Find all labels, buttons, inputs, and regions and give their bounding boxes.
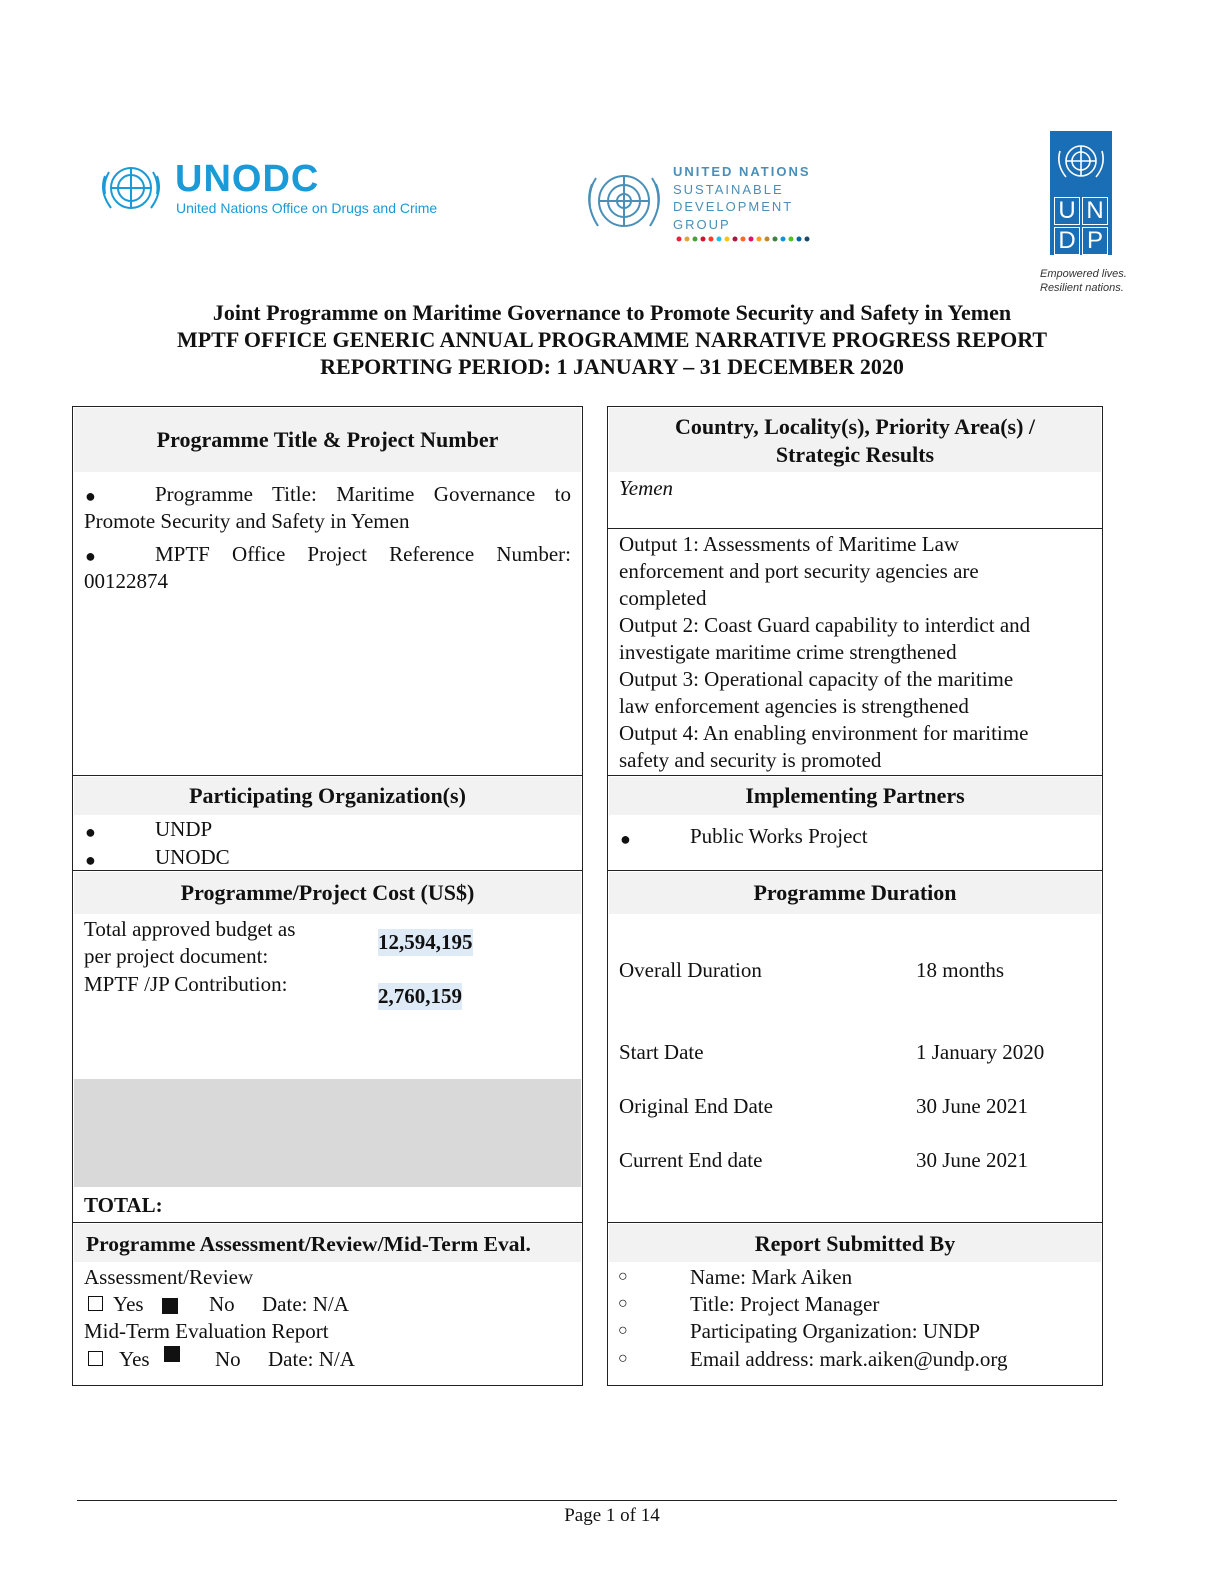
total-label: TOTAL: xyxy=(84,1193,163,1217)
output-line: Output 1: Assessments of Maritime Law xyxy=(619,532,960,556)
country-value: Yemen xyxy=(619,476,674,500)
output-line: law enforcement agencies is strengthened xyxy=(619,694,969,718)
undp-letter: U xyxy=(1054,197,1080,225)
report-title-line-3: REPORTING PERIOD: 1 JANUARY – 31 DECEMBER 2020 xyxy=(320,354,904,379)
country-header-line: Strategic Results xyxy=(775,442,935,467)
start-date-label: Start Date xyxy=(619,1040,704,1064)
assessment-header: Programme Assessment/Review/Mid-Term Eval. xyxy=(74,1224,581,1262)
project-reference-number: 00122874 xyxy=(84,569,168,593)
midterm-date: Date: N/A xyxy=(268,1347,355,1371)
midterm-label: Mid-Term Evaluation Report xyxy=(84,1319,329,1343)
shaded-area xyxy=(74,1079,581,1187)
bullet: ● xyxy=(85,546,96,566)
unsdg-logo-text xyxy=(673,163,811,233)
contribution-value: 2,760,159 xyxy=(378,984,462,1008)
bullet: ● xyxy=(85,822,96,842)
undp-letter: D xyxy=(1054,227,1080,255)
report-title-line-2: MPTF OFFICE GENERIC ANNUAL PROGRAMME NARRATIVE PROGRESS REPORT xyxy=(176,327,1048,352)
report-title-line-1: Joint Programme on Maritime Governance to Promote Security and Safety in Yemen xyxy=(212,300,1012,325)
undp-tagline-line: Empowered lives. xyxy=(1040,268,1127,280)
midterm-yes-checkbox[interactable] xyxy=(88,1351,103,1366)
contribution-label: MPTF /JP Contribution: xyxy=(84,972,288,996)
original-end-date-value: 30 June 2021 xyxy=(916,1094,1028,1118)
submitted-organization: Participating Organization: UNDP xyxy=(690,1319,981,1343)
output-line: investigate maritime crime strengthened xyxy=(619,640,957,664)
undp-tagline xyxy=(1040,267,1127,295)
output-line: Output 3: Operational capacity of the maritime xyxy=(619,667,1014,691)
assessment-no-label: No xyxy=(209,1292,235,1316)
overall-duration-value: 18 months xyxy=(916,958,1005,982)
programme-title-header: Programme Title & Project Number xyxy=(74,408,581,472)
implementing-partner-item: Public Works Project xyxy=(690,824,868,848)
bullet: ○ xyxy=(618,1268,628,1285)
assessment-no-checkbox[interactable] xyxy=(162,1298,178,1314)
midterm-no-label: No xyxy=(215,1347,241,1371)
unsdg-line: UNITED NATIONS xyxy=(673,164,811,179)
output-line: completed xyxy=(619,586,707,610)
output-line: enforcement and port security agencies are xyxy=(619,559,979,583)
bullet: ○ xyxy=(618,1350,628,1367)
undp-logo xyxy=(1050,131,1112,255)
programme-title-text: Programme Title: Maritime Governance to xyxy=(155,482,571,506)
country-header-line: Country, Locality(s), Priority Area(s) / xyxy=(674,414,1036,439)
assessment-yes-checkbox[interactable] xyxy=(88,1296,103,1311)
submitted-title: Title: Project Manager xyxy=(690,1292,880,1316)
participating-org-item: UNODC xyxy=(155,845,230,869)
bullet: ● xyxy=(620,829,631,849)
budget-label-cont: per project document: xyxy=(84,944,269,968)
unodc-logo-text: UNODC xyxy=(175,158,320,200)
unsdg-emblem-icon xyxy=(580,164,668,240)
current-end-date-label: Current End date xyxy=(619,1148,763,1172)
bullet: ○ xyxy=(618,1295,628,1312)
undp-letter: P xyxy=(1082,227,1108,255)
un-emblem-icon xyxy=(1050,131,1112,193)
submitted-by-header: Report Submitted By xyxy=(609,1224,1101,1262)
unsdg-line: SUSTAINABLE xyxy=(673,181,784,197)
unsdg-line: GROUP xyxy=(673,216,731,232)
programme-title-text-cont: Promote Security and Safety in Yemen xyxy=(84,509,410,533)
submitted-name: Name: Mark Aiken xyxy=(690,1265,853,1289)
project-reference-label: MPTF Office Project Reference Number: xyxy=(155,542,571,566)
output-line: Output 4: An enabling environment for maritime xyxy=(619,721,1029,745)
assessment-label: Assessment/Review xyxy=(84,1265,254,1289)
un-emblem-icon xyxy=(95,158,167,220)
output-line: Output 2: Coast Guard capability to interdict and xyxy=(619,613,1031,637)
budget-label: Total approved budget as xyxy=(84,917,296,941)
page-number: Page 1 of 14 xyxy=(564,1505,660,1526)
bullet: ● xyxy=(85,486,96,506)
sdg-color-dots-icon xyxy=(675,235,811,243)
overall-duration-label: Overall Duration xyxy=(619,958,762,982)
bullet: ○ xyxy=(618,1322,628,1339)
current-end-date-value: 30 June 2021 xyxy=(916,1148,1028,1172)
undp-tagline-line: Resilient nations. xyxy=(1040,282,1124,294)
bullet: ● xyxy=(85,850,96,870)
footer-divider xyxy=(77,1500,1117,1501)
submitted-email: Email address: mark.aiken@undp.org xyxy=(690,1347,1008,1371)
outputs-list xyxy=(619,531,1030,774)
unodc-logo-subtitle: United Nations Office on Drugs and Crime xyxy=(176,200,438,216)
original-end-date-label: Original End Date xyxy=(619,1094,773,1118)
implementing-partners-header: Implementing Partners xyxy=(609,777,1101,815)
country-header xyxy=(609,408,1101,472)
assessment-date: Date: N/A xyxy=(262,1292,349,1316)
budget-value: 12,594,195 xyxy=(378,930,473,954)
participating-org-item: UNDP xyxy=(155,817,213,841)
duration-header: Programme Duration xyxy=(609,872,1101,914)
start-date-value: 1 January 2020 xyxy=(916,1040,1045,1064)
cost-header: Programme/Project Cost (US$) xyxy=(74,872,581,914)
output-line: safety and security is promoted xyxy=(619,748,882,772)
midterm-no-checkbox[interactable] xyxy=(164,1346,180,1362)
assessment-yes-label: Yes xyxy=(113,1292,144,1316)
undp-letter: N xyxy=(1082,197,1108,225)
midterm-yes-label: Yes xyxy=(119,1347,150,1371)
participating-orgs-header: Participating Organization(s) xyxy=(74,777,581,815)
unsdg-line: DEVELOPMENT xyxy=(673,199,794,214)
